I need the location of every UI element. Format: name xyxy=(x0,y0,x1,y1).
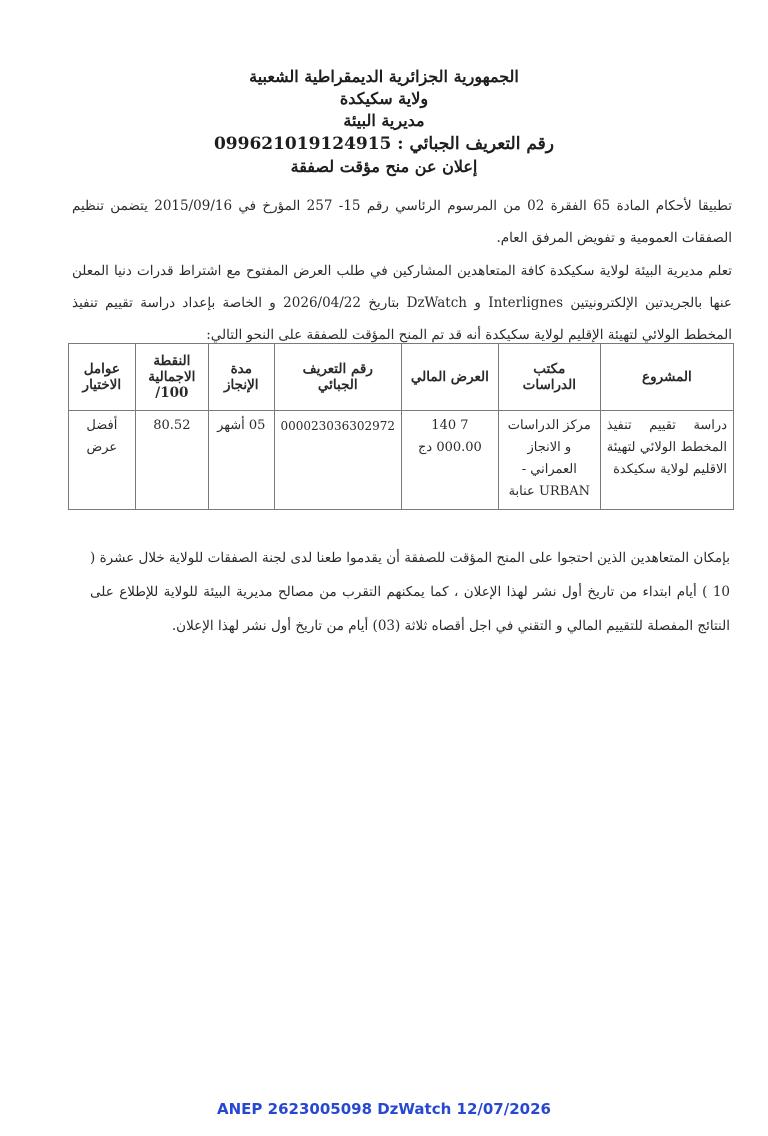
announcement-title: إعلان عن منح مؤقت لصفقة xyxy=(290,157,478,176)
body-paragraph: تعلم مديرية البيئة لولاية سكيكدة كافة المتعاهدين المشاركين في طلب العرض المفتوح مع اشتراط قدرات دنيا المعلن عنها بالجريدتين الإلكترونيتين Interlignes و DzWatch بتاريخ 2026/04/22 و الخاصة بإعداد دراسة تقييم تنفيذ المخطط الولائي لتهيئة الإقليم لولاية سكيكدة أنه قد تم المنح المؤقت للصفقة على النحو التالي: xyxy=(72,263,732,343)
republic-name: الجمهورية الجزائرية الديمقراطية الشعبية xyxy=(249,67,519,86)
cell-factors: أفضل عرض xyxy=(69,411,136,510)
header-duration: مدة الإنجاز xyxy=(209,344,274,411)
cell-project: دراسة تقييم تنفيذ المخطط الولائي لتهيئة الاقليم لولاية سكيكدة xyxy=(600,411,733,510)
header-factors: عوامل الاختيار xyxy=(69,344,136,411)
cell-score: 80.52 xyxy=(135,411,208,510)
header-tax-id: رقم التعريف الجبائي xyxy=(274,344,402,411)
tax-id-line: رقم التعريف الجبائي : 099621019124915 xyxy=(213,134,555,154)
intro-paragraph: تطبيقا لأحكام المادة 65 الفقرة 02 من المرسوم الرئاسي رقم 15- 257 المؤرخ في 2015/09/16 يتضمن تنظيم الصفقات العمومية و تفويض المرفق العام. xyxy=(72,198,733,246)
header-offer: العرض المالي xyxy=(402,344,499,411)
wilaya-name: ولاية سكيكدة xyxy=(339,89,429,108)
directorate-name: مديرية البيئة xyxy=(343,111,425,130)
header-score: النقطة الاجمالية 100/ xyxy=(135,344,208,411)
table-header-row xyxy=(69,344,734,411)
cell-office: مركز الدراسات و الانجاز العمراني - URBAN عنابة xyxy=(498,411,600,510)
table-row xyxy=(69,411,734,510)
document-header xyxy=(0,66,768,178)
header-office: مكتب الدراسات xyxy=(498,344,600,411)
header-project: المشروع xyxy=(600,344,733,411)
cell-offer: 7 140 000.00 دج xyxy=(402,411,499,510)
cell-tax-id: 000023036302972 xyxy=(274,411,402,510)
cell-duration: 05 أشهر xyxy=(209,411,274,510)
closing-paragraph: بإمكان المتعاهدين الذين احتجوا على المنح المؤقت للصفقة أن يقدموا طعنا لدى لجنة الصفقات للولاية خلال عشرة ( 10 ) أيام ابتداء من تاريخ أول نشر لهذا الإعلان ، كما يمكنهم التقرب من مصالح مديرية البيئة للولاية للإطلاع على النتائج المفصلة للتقييم المالي و التقني في اجل أقصاه ثلاثة (03) أيام من تاريخ أول نشر لهذا الإعلان. xyxy=(90,550,730,634)
award-table xyxy=(68,343,734,510)
publication-reference: ANEP 2623005098 DzWatch 12/07/2026 xyxy=(217,1100,551,1118)
